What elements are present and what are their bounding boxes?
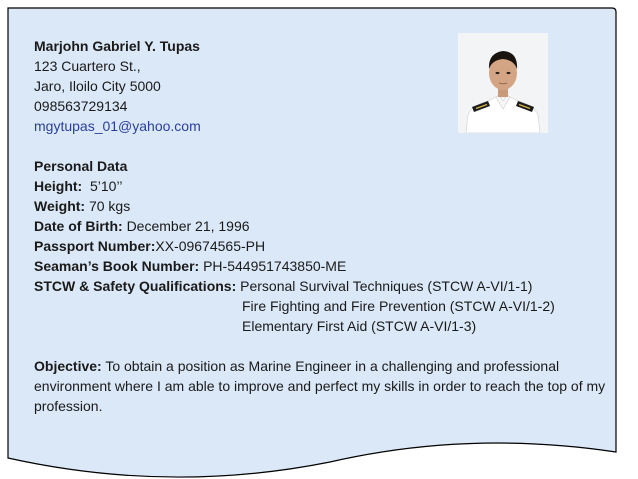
seaman-book-value: PH-544951743850-ME [203, 258, 347, 274]
applicant-photo [458, 33, 548, 133]
dob-label: Date of Birth: [34, 218, 123, 234]
address-line-2: Jaro, Iloilo City 5000 [34, 78, 161, 94]
stcw-item: Fire Fighting and Fire Prevention (STCW A-VI/1-2) [242, 298, 555, 314]
height-label: Height: [34, 178, 83, 194]
email-link[interactable]: mgytupas_01@yahoo.com [34, 118, 201, 134]
seaman-book-row [34, 256, 614, 276]
passport-label: Passport Number: [34, 238, 156, 254]
applicant-name: Marjohn Gabriel Y. Tupas [34, 38, 200, 54]
personal-data-heading: Personal Data [34, 158, 128, 174]
objective-text: To obtain a position as Marine Engineer in a challenging and professional environment where I am able to improve and perfect my skills in order to reach the top of my profession. [34, 358, 606, 414]
height-row [34, 176, 614, 196]
stcw-row [34, 276, 614, 296]
dob-value: December 21, 1996 [126, 218, 250, 234]
weight-row [34, 196, 614, 216]
phone-number: 098563729134 [34, 98, 128, 114]
passport-value: XX-09674565-PH [155, 238, 266, 254]
dob-row [34, 216, 614, 236]
passport-row [34, 236, 614, 256]
weight-value: 70 kgs [88, 198, 131, 214]
stcw-item: Personal Survival Techniques (STCW A-VI/1-1) [240, 278, 533, 294]
seaman-book-label: Seaman’s Book Number: [34, 258, 200, 274]
objective-label: Objective: [34, 358, 102, 374]
objective-paragraph [34, 356, 609, 416]
address-line-1: 123 Cuartero St., [34, 58, 141, 74]
height-value: 5’10’’ [90, 178, 123, 194]
stcw-label: STCW & Safety Qualifications: [34, 278, 237, 294]
stcw-item: Elementary First Aid (STCW A-VI/1-3) [242, 318, 477, 334]
weight-label: Weight: [34, 198, 86, 214]
